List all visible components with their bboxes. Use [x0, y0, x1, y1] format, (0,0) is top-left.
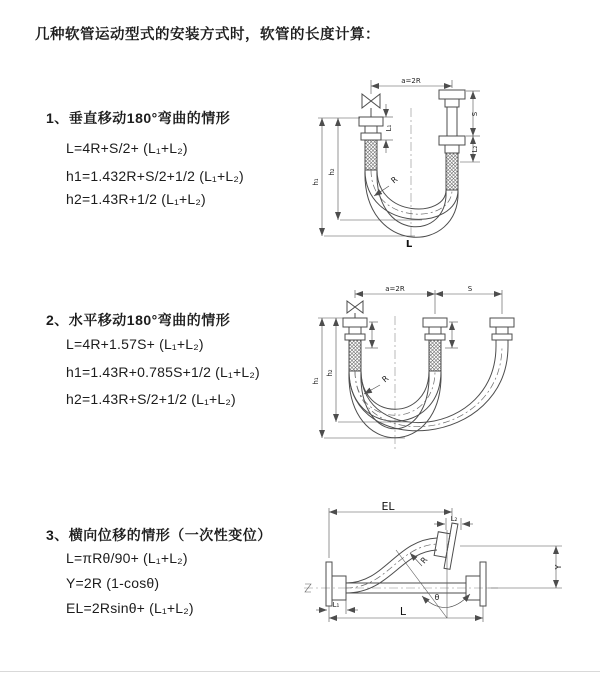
left-pipe-fitting — [343, 318, 367, 371]
dimension-s-l2 — [460, 91, 480, 162]
diagram-lateral-displacement — [300, 500, 600, 660]
dim-label-h2: h₂ — [328, 168, 336, 176]
dim-label-a2r: a=2R — [385, 285, 405, 293]
diagram-horizontal-180-bend — [310, 280, 590, 460]
dim-label-s: S — [471, 111, 479, 117]
braided-hose-section — [349, 340, 361, 371]
angle-construction — [396, 530, 470, 618]
upper-flange — [432, 521, 458, 569]
radius-label: R — [389, 174, 400, 186]
dim-label-l1: L₁ — [332, 601, 340, 609]
section3-heading: 3、横向位移的情形（一次性变位） — [46, 527, 272, 543]
left-flange — [326, 562, 346, 606]
radius-callout — [410, 553, 430, 566]
dimension-y — [460, 546, 563, 588]
right-pipe-fitting — [490, 318, 514, 346]
diagram-vertical-180-bend — [310, 70, 590, 260]
section2-formula-L: L=4R+1.57S+ (L₁+L₂) — [66, 336, 204, 352]
dimension-l — [329, 605, 483, 622]
dim-label-h1: h₁ — [312, 377, 320, 385]
page-bottom-rule — [0, 671, 600, 672]
section3-formula-L: L=πRθ/90+ (L₁+L₂) — [66, 550, 188, 566]
length-label: L — [405, 239, 413, 250]
section3-formula-Y: Y=2R (1-cosθ) — [66, 575, 160, 591]
dimension-l1 — [381, 104, 393, 153]
section1-formula-L: L=4R+S/2+ (L₁+L₂) — [66, 140, 188, 156]
section1-formula-h2: h2=1.43R+1/2 (L₁+L₂) — [66, 191, 206, 207]
radius-label: R — [418, 555, 430, 566]
dim-label-a2r: a=2R — [401, 77, 421, 85]
dimension-el — [329, 500, 452, 558]
left-pipe-fitting — [359, 117, 383, 170]
dimension-l2 — [434, 515, 473, 530]
section2-heading: 2、水平移动180°弯曲的情形 — [46, 312, 231, 328]
section3-formula-EL: EL=2Rsinθ+ (L₁+L₂) — [66, 600, 194, 616]
radius-callout — [364, 374, 391, 394]
dimension-a2r-s — [355, 285, 502, 314]
dimension-l1 — [316, 600, 358, 614]
radius-label: R — [380, 373, 391, 385]
braided-hose-section — [365, 140, 377, 170]
hose-u-bend — [365, 170, 458, 237]
dim-label-l1: L₁ — [385, 124, 393, 132]
section1-formula-h1: h1=1.432R+S/2+1/2 (L₁+L₂) — [66, 168, 244, 184]
dimension-end-lengths — [365, 322, 458, 348]
right-flange — [466, 562, 486, 606]
angle-label: θ — [434, 593, 440, 602]
dimension-a2r — [371, 77, 452, 94]
section1-heading: 1、垂直移动180°弯曲的情形 — [46, 110, 231, 126]
valve-icon — [347, 301, 363, 318]
right-pipe-fitting — [439, 90, 465, 190]
section2-formula-h1: h1=1.43R+0.785S+1/2 (L₁+L₂) — [66, 364, 260, 380]
valve-icon — [362, 94, 380, 117]
dim-label-el: EL — [381, 500, 395, 513]
dim-label-h1: h₁ — [312, 178, 320, 186]
braided-hose-section — [429, 340, 441, 371]
middle-pipe-fitting — [423, 318, 447, 371]
dim-label-l2: L₂ — [471, 145, 479, 153]
dim-label-l: L — [399, 605, 407, 618]
section2-formula-h2: h2=1.43R+S/2+1/2 (L₁+L₂) — [66, 391, 236, 407]
page-title: 几种软管运动型式的安装方式时，软管的长度计算： — [35, 27, 380, 43]
dim-label-s: S — [467, 285, 473, 293]
dim-label-l2: L₂ — [450, 515, 458, 523]
dim-label-y: Y — [554, 564, 563, 570]
hose-s-curve — [346, 538, 437, 593]
dim-label-h2: h₂ — [326, 369, 334, 377]
braided-hose-section — [446, 153, 458, 190]
